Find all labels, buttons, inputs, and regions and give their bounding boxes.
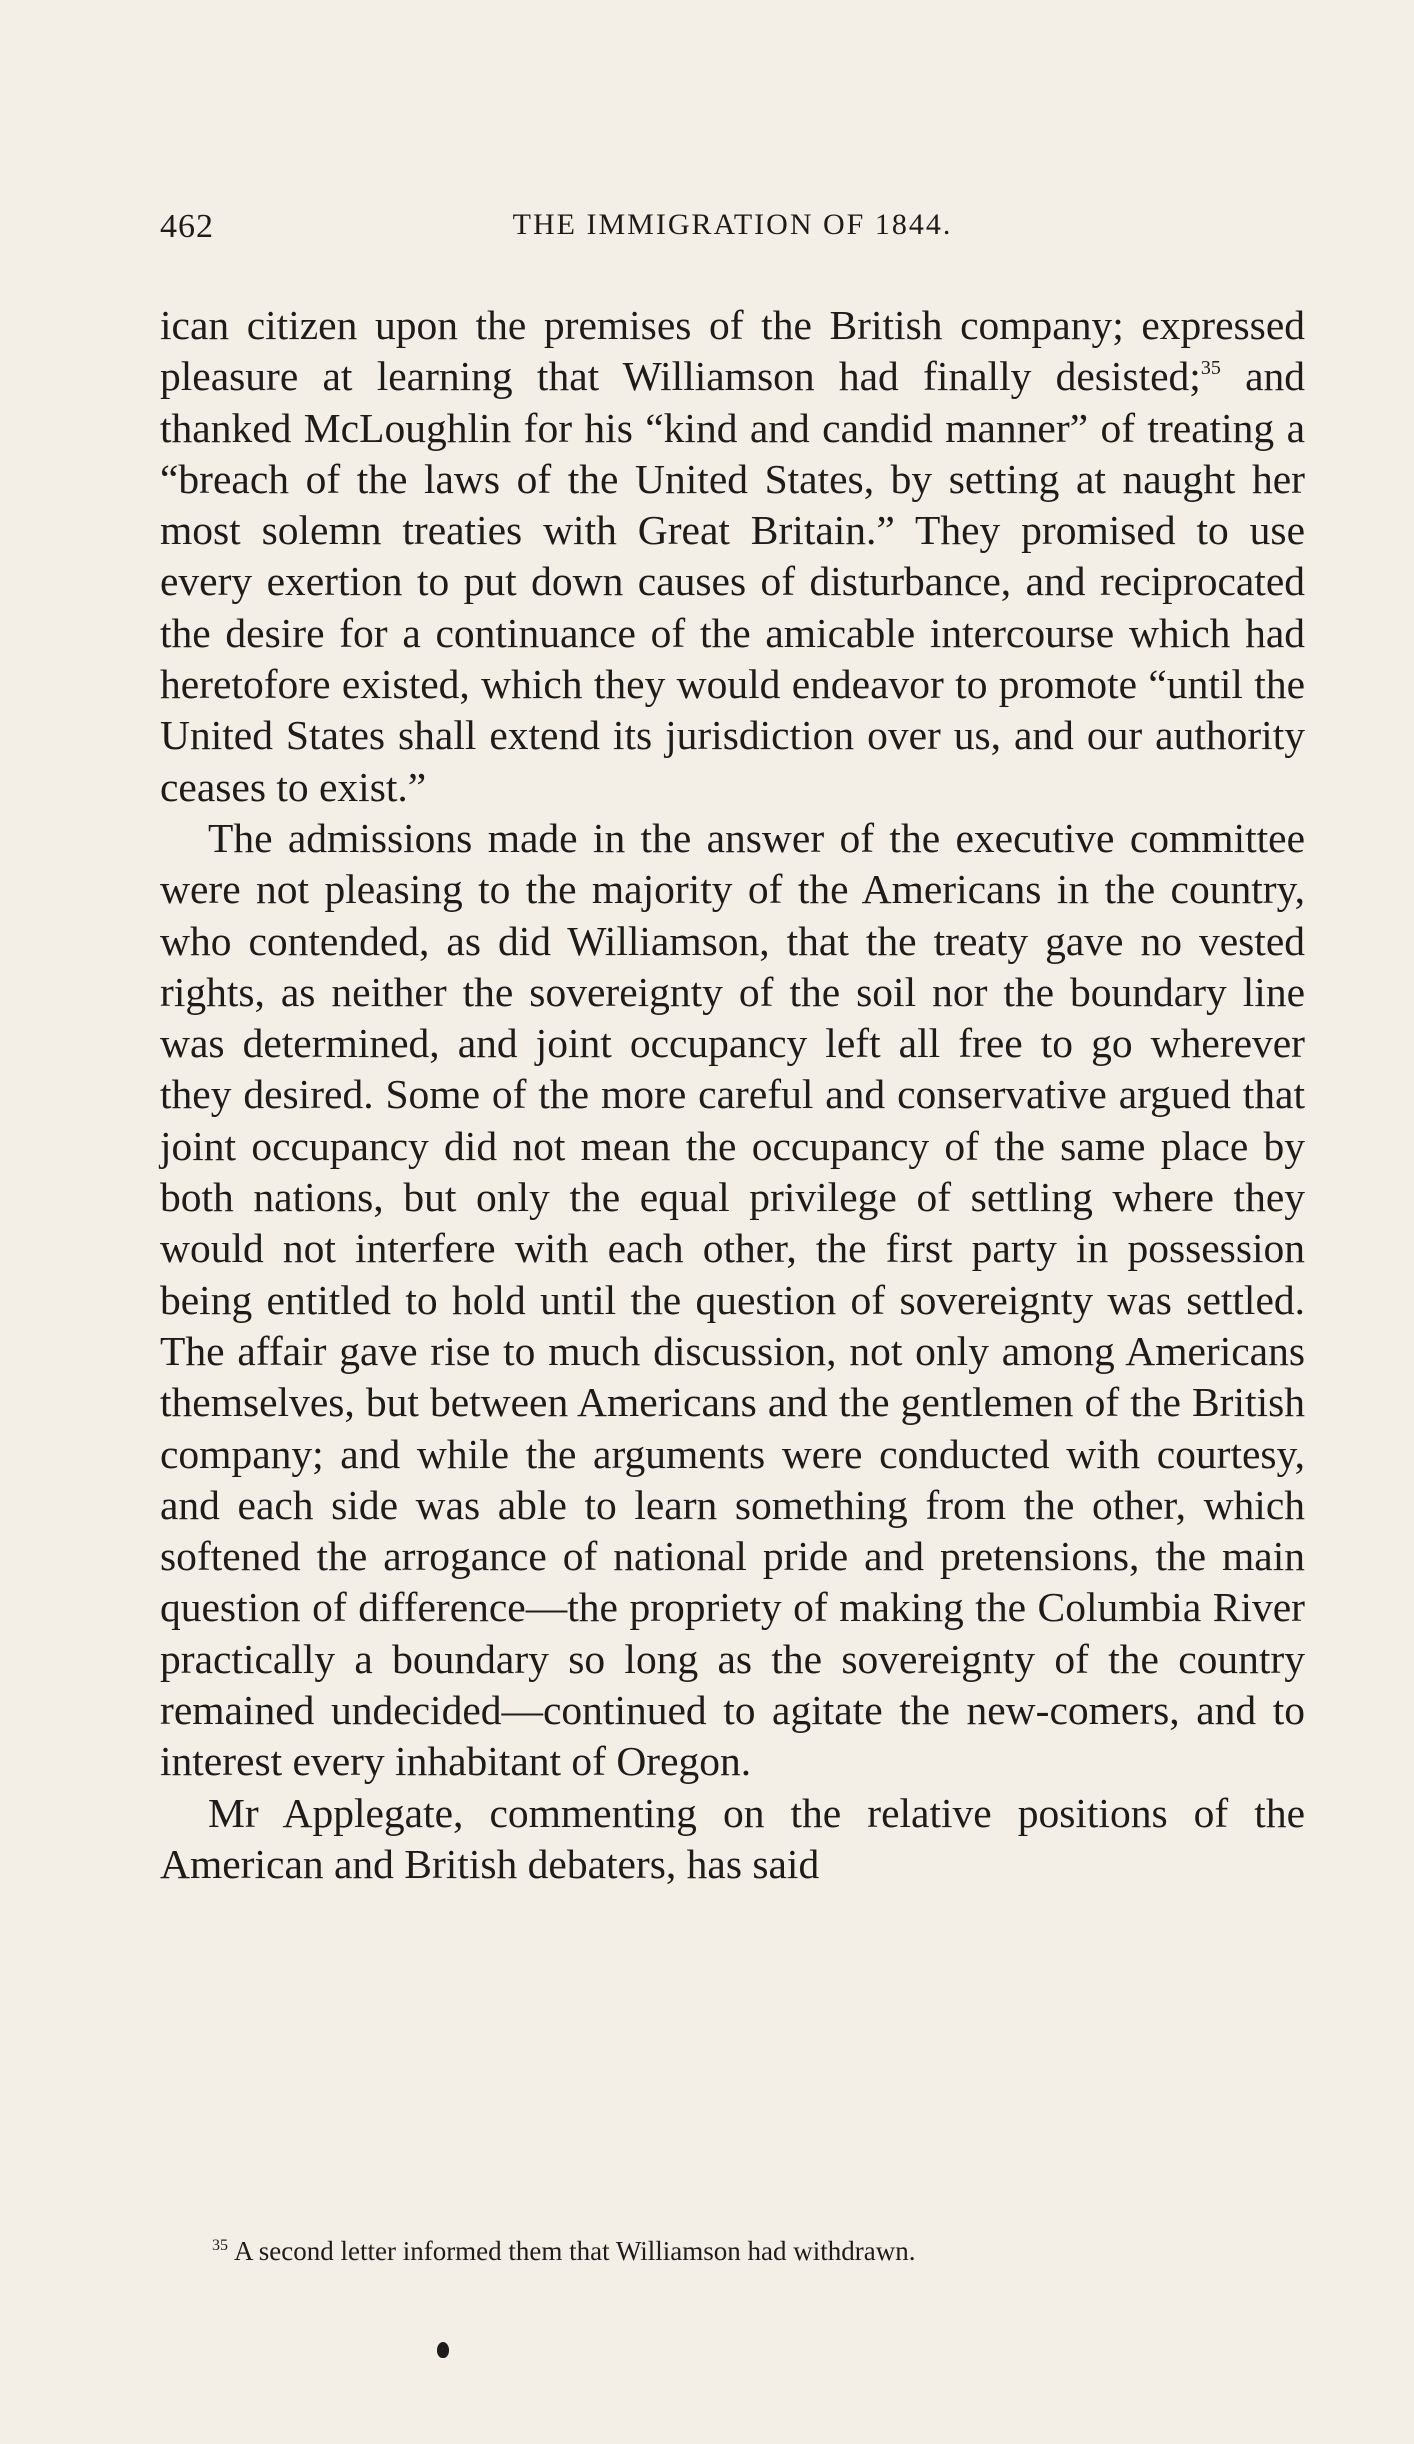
footnote-number: 35 [212, 2237, 228, 2254]
page-number: 462 [160, 208, 214, 245]
paragraph-3: Mr Applegate, commenting on the relative positions of the American and British debaters, has said [160, 1789, 1305, 1887]
printer-mark-icon [437, 2342, 449, 2358]
running-head: THE IMMIGRATION OF 1844. [512, 208, 953, 241]
page-header [160, 208, 1305, 252]
body-text [160, 300, 1305, 1890]
footnote-reference: 35 [1200, 357, 1221, 380]
paragraph-1-part-a: ican citizen upon the premises of the British company; expressed pleasure at learning that Williamson had finally desisted; [160, 302, 1305, 400]
footnote [212, 2235, 1272, 2267]
paragraph-1-part-b: and thanked McLoughlin for his “kind and candid manner” of treating a “breach of the laws of the United States, by setting at naught her most solemn treaties with Great Britain.” They promised to use every exertion to put down causes of disturbance, and reciprocated the desire for a continuance of the amicable intercourse which had heretofore existed, which they would endeavor to promote “until the United States shall extend its jurisdiction over us, and our authority ceases to exist.” [160, 353, 1305, 810]
footnote-text: A second letter informed them that Williamson had withdrawn. [234, 2236, 916, 2266]
paragraph-2: The admissions made in the answer of the executive committee were not pleasing to the majority of the Americans in the country, who contended, as did Williamson, that the treaty gave no vested rights, as neither the sovereignty of the soil nor the boundary line was determined, and joint occupancy left all free to go wherever they desired. Some of the more careful and conservative argued that joint occupancy did not mean the occupancy of the same place by both nations, but only the equal privilege of settling where they would not interfere with each other, the first party in possession being entitled to hold until the question of sovereignty was settled. The affair gave rise to much discussion, not only among Americans themselves, but between Americans and the gentlemen of the British company; and while the arguments were conducted with courtesy, and each side was able to learn something from the other, which softened the arrogance of national pride and pretensions, the main question of difference—the propriety of making the Columbia River practically a boundary so long as the sovereignty of the country remained undecided—continued to agitate the new-comers, and to interest every inhabitant of Oregon. [160, 814, 1305, 1785]
paragraph-1 [160, 300, 1305, 813]
